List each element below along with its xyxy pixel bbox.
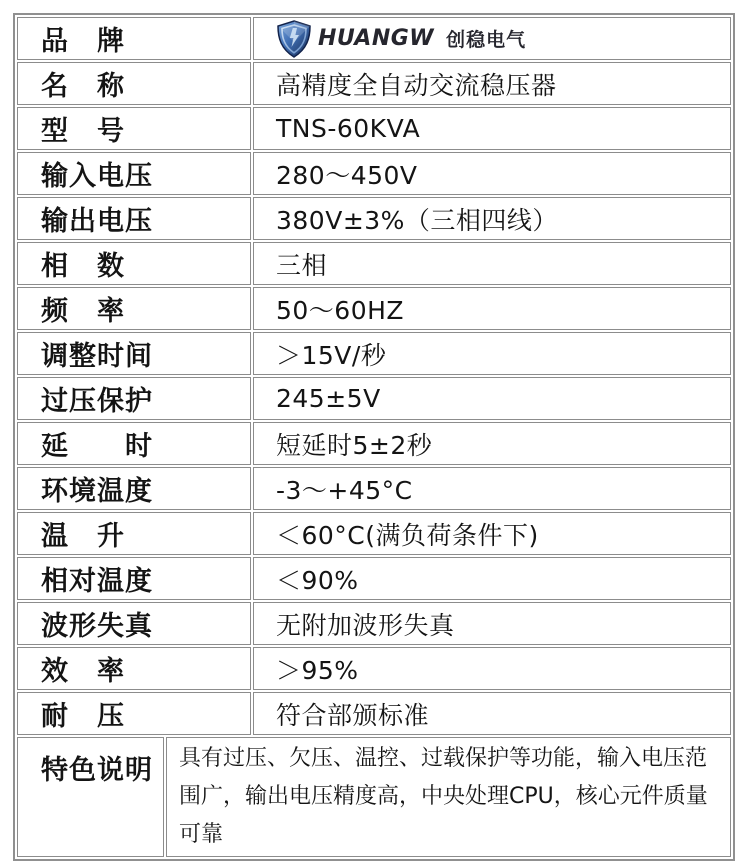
row-value: ＜60°C(满负荷条件下)	[253, 512, 731, 555]
row-value: 高精度全自动交流稳压器	[253, 62, 731, 105]
brand-logo	[276, 20, 729, 58]
row-value: 无附加波形失真	[253, 602, 731, 645]
row-value: 50～60HZ	[253, 287, 731, 330]
row-label: 调整时间	[17, 332, 251, 375]
table-row-name	[17, 62, 731, 105]
table-row-withstand-voltage	[17, 692, 731, 735]
row-label: 波形失真	[17, 602, 251, 645]
table-row-relative-temperature	[17, 557, 731, 600]
row-label: 耐 压	[17, 692, 251, 735]
row-value: 符合部颁标准	[253, 692, 731, 735]
row-label: 型 号	[17, 107, 251, 150]
feature-label: 特色说明	[17, 737, 164, 857]
row-label: 相对温度	[17, 557, 251, 600]
brand-value	[253, 17, 731, 60]
brand-shield-icon	[276, 20, 312, 58]
row-label: 输出电压	[17, 197, 251, 240]
table-row-phases	[17, 242, 731, 285]
row-label: 频 率	[17, 287, 251, 330]
table-row-model	[17, 107, 731, 150]
row-value: 三相	[253, 242, 731, 285]
table-row-features	[17, 737, 731, 857]
row-label: 环境温度	[17, 467, 251, 510]
row-value: 380V±3%（三相四线）	[253, 197, 731, 240]
row-value: ＞15V/秒	[253, 332, 731, 375]
row-value: ＞95%	[253, 647, 731, 690]
row-label: 输入电压	[17, 152, 251, 195]
brand-name-cn: 创稳电气	[446, 29, 527, 51]
row-value: 280～450V	[253, 152, 731, 195]
row-value: TNS-60KVA	[253, 107, 731, 150]
row-value: ＜90%	[253, 557, 731, 600]
table-row-ambient-temperature	[17, 467, 731, 510]
table-row-input-voltage	[17, 152, 731, 195]
row-value: -3～+45°C	[253, 467, 731, 510]
row-label: 相 数	[17, 242, 251, 285]
row-label: 延 时	[17, 422, 251, 465]
brand-name-en: HUANGW	[318, 26, 435, 51]
row-label: 名 称	[17, 62, 251, 105]
feature-text: 具有过压、欠压、温控、过载保护等功能，输入电压范围广，输出电压精度高，中央处理CPU，核心元件质量可靠	[166, 737, 731, 857]
table-row-brand	[17, 17, 731, 60]
product-spec-table	[13, 13, 735, 861]
table-row-temperature-rise	[17, 512, 731, 555]
table-row-efficiency	[17, 647, 731, 690]
table-row-waveform-distortion	[17, 602, 731, 645]
table-row-frequency	[17, 287, 731, 330]
row-label: 效 率	[17, 647, 251, 690]
row-value: 短延时5±2秒	[253, 422, 731, 465]
table-row-output-voltage	[17, 197, 731, 240]
row-label: 温 升	[17, 512, 251, 555]
row-label: 过压保护	[17, 377, 251, 420]
table-row-delay	[17, 422, 731, 465]
row-value: 245±5V	[253, 377, 731, 420]
brand-label: 品 牌	[17, 17, 251, 60]
table-row-overvoltage-protection	[17, 377, 731, 420]
table-row-adjust-time	[17, 332, 731, 375]
